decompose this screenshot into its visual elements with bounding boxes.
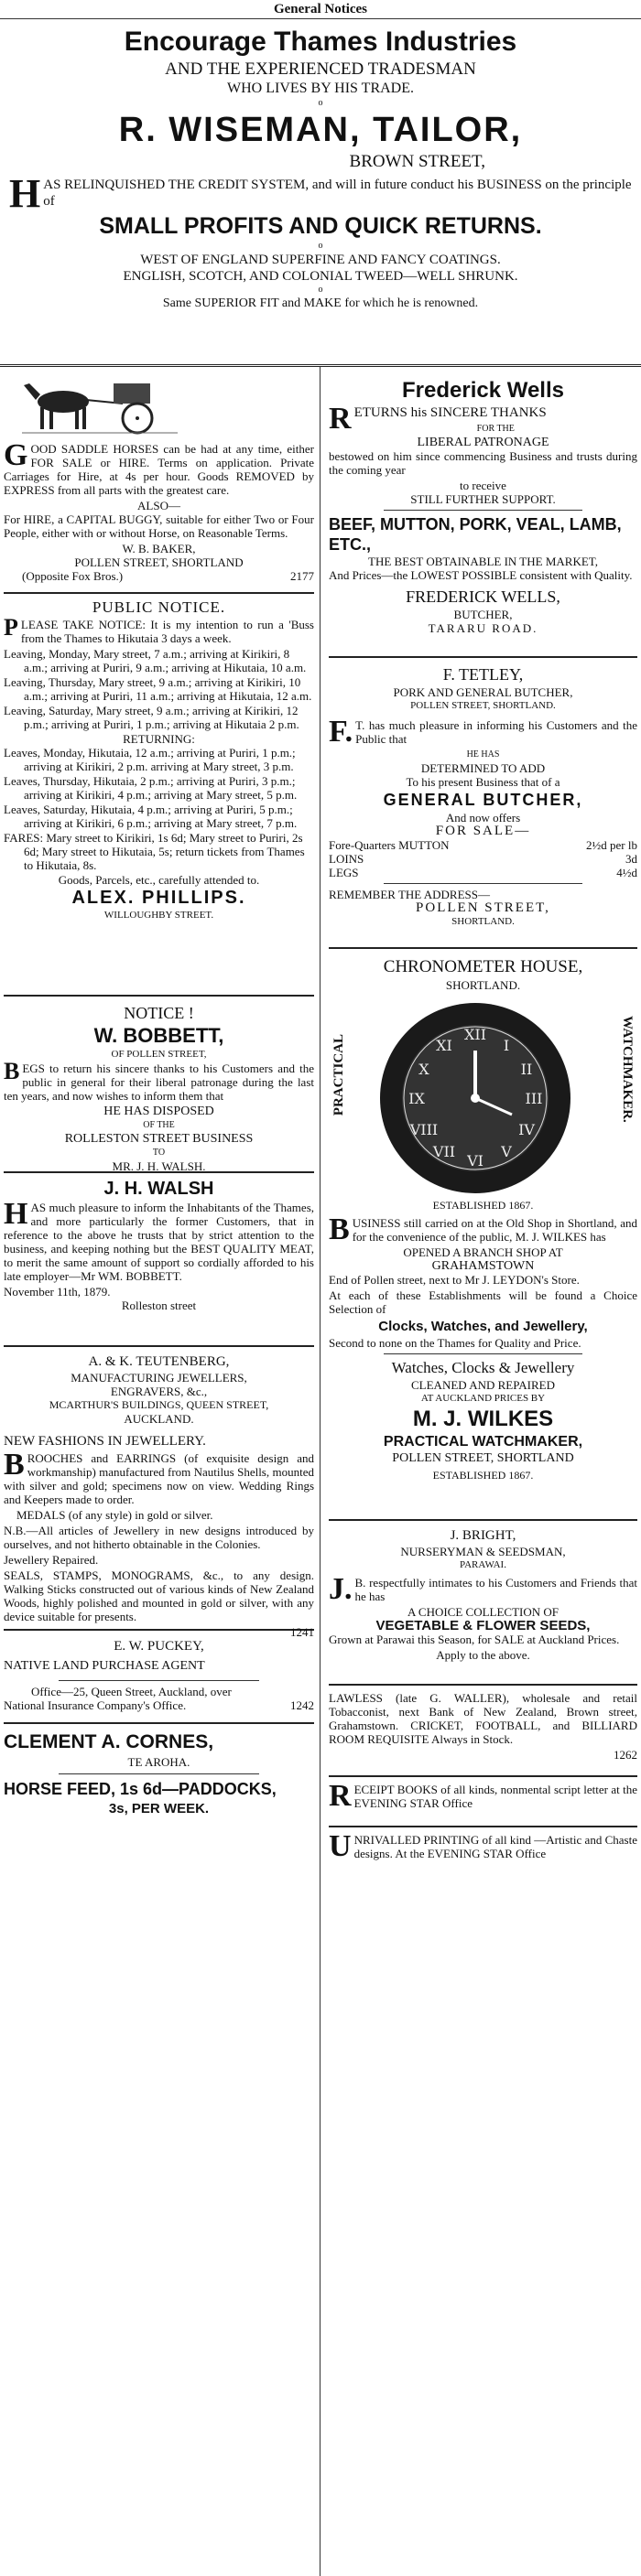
- section-header: General Notices: [0, 0, 641, 19]
- bobbett-l4: TO: [152, 1148, 166, 1158]
- teutenberg-p4: Jewellery Repaired.: [4, 1553, 99, 1567]
- wells-ad: [329, 367, 637, 658]
- price-value: 4½d: [616, 866, 637, 879]
- svg-text:V: V: [501, 1143, 512, 1160]
- clock-illustration-area: [329, 997, 637, 1199]
- walsh-body-text: AS much pleasure to inform the Inhabitants of the Thames, and more particularly the former Customers, that in reference to the above he trusts that by strict attention to the business, and keeping nothing but the BEST QUALITY MEAT, to merit the same amount of support so cordially afforded to his late employer—Mr WM. BOBBETT.: [4, 1201, 314, 1283]
- wiseman-name: R. WISEMAN, TAILOR,: [118, 111, 523, 149]
- tetley-name: F. TETLEY,: [442, 665, 524, 684]
- baker-opp-row: [4, 569, 314, 583]
- tetley-forsale: FOR SALE—: [435, 824, 531, 838]
- wilkes-title: CHRONOMETER HOUSE,: [383, 957, 583, 976]
- wells-name: Frederick Wells: [402, 378, 564, 403]
- phillips-fares: FARES: Mary street to Kirikiri, 1s 6d; Mary street to Puriri, 2s 6d; Mary street to Hikutaia, 5s; return tickets from Thames to Hikutaia, 8s.: [4, 831, 305, 872]
- lawless-body: LAWLESS (late G. WALLER), wholesale and retail Tobacconist, next Bank of New Zealand, Brown street, Grahamstown. CRICKET, FOOTBALL, and BILLIARD ROOM REQUISITE Always in Stock.: [329, 1691, 637, 1746]
- left-column: [0, 367, 320, 2576]
- wiseman-subhead-2: WHO LIVES BY HIS TRADE.: [227, 81, 414, 96]
- phillips-street: WILLOUGHBY STREET.: [103, 910, 214, 921]
- baker-p2: For HIRE, a CAPITAL BUGGY, suitable for either Two or Four People, either with or without Horse, on Reasonable Terms.: [4, 512, 314, 540]
- puckey-title: NATIVE LAND PURCHASE AGENT: [4, 1659, 205, 1673]
- wilkes-repair2: CLEANED AND REPAIRED: [411, 1378, 555, 1392]
- baker-p1-text: OOD SADDLE HORSES can be had at any time, either FOR SALE or HIRE. Terms on application. Private Carriages for Hire, at 4s per hour. Goods REMOVED by EXPRESS from all parts with the greatest care.: [4, 442, 314, 497]
- wiseman-ad: [0, 19, 641, 367]
- phillips-ad: [4, 594, 314, 997]
- wiseman-street: BROWN STREET,: [349, 152, 485, 171]
- wilkes-name: M. J. WILKES: [412, 1407, 554, 1431]
- teutenberg-ad: [4, 1347, 314, 1639]
- puckey-national: National Insurance Company's Office.: [4, 1698, 187, 1712]
- bobbett-l3: ROLLESTON STREET BUSINESS: [64, 1132, 254, 1146]
- bright-ad: [329, 1521, 637, 1686]
- bobbett-l1: HE HAS DISPOSED: [103, 1105, 214, 1118]
- wiseman-body-text: AS RELINQUISHED THE CREDIT SYSTEM, and will in future conduct his BUSINESS on the principle of: [43, 178, 632, 209]
- tetley-town: SHORTLAND.: [451, 916, 515, 927]
- wilkes-practical: PRACTICAL WATCHMAKER,: [383, 1434, 583, 1450]
- svg-text:VI: VI: [467, 1152, 483, 1169]
- bobbett-body-text: EGS to return his sincere thanks to his Customers and the public in general for their liberal patronage during the last ten years, and now wishes to inform them that: [4, 1062, 314, 1103]
- wiseman-tweed: ENGLISH, SCOTCH, AND COLONIAL TWEED—WELL SHRUNK.: [123, 269, 518, 284]
- cornes-ad: [4, 1724, 314, 1830]
- bobbett-l2: OF THE: [143, 1120, 175, 1130]
- ad-number: 1262: [614, 1748, 637, 1762]
- price-item: LOINS: [329, 852, 364, 866]
- lawless-ad: [329, 1686, 637, 1777]
- wilkes-pollen: POLLEN STREET, SHORTLAND: [392, 1451, 574, 1465]
- wilkes-p2: End of Pollen street, next to Mr J. LEYDON's Store.: [329, 1273, 580, 1287]
- wiseman-subhead: AND THE EXPERIENCED TRADESMAN: [165, 59, 476, 79]
- bobbett-of: OF POLLEN STREET,: [111, 1049, 207, 1060]
- ad-number: 2177: [290, 569, 314, 583]
- ornament: o: [318, 98, 323, 108]
- wells-name2: FREDERICK WELLS,: [406, 587, 560, 606]
- bright-choice: A CHOICE COLLECTION OF: [407, 1605, 560, 1619]
- tetley-body: [329, 715, 637, 749]
- wells-l4: bestowed on him since commencing Business and trusts during the coming year: [329, 449, 637, 477]
- bright-l2: NURSERYMAN & SEEDSMAN,: [400, 1545, 566, 1558]
- teutenberg-l4: MCARTHUR'S BUILDINGS, QUEEN STREET,: [49, 1398, 269, 1411]
- svg-text:I: I: [503, 1037, 510, 1054]
- receipt-body-text: ECEIPT BOOKS of all kinds, nonmental script letter at the EVENING STAR Office: [353, 1783, 637, 1810]
- teutenberg-p5: SEALS, STAMPS, MONOGRAMS, &c., to any design. Walking Sticks constructed out of various kinds of New Zealand Woods, highly polished and mounted in gold or silver, with any device suitable for presents.: [4, 1568, 314, 1623]
- svg-text:VIII: VIII: [409, 1121, 439, 1138]
- cornes-place: TE AROHA.: [127, 1755, 190, 1769]
- ornament: o: [318, 285, 323, 295]
- tetley-ad: [329, 658, 637, 949]
- schedule-ret-0: Leaves, Monday, Hikutaia, 12 a.m.; arriving at Puriri, 1 p.m.; arriving at Kirikiri, 2 p.m. arriving at Mary street, 3 p.m.: [4, 746, 296, 773]
- wells-l1: ETURNS his SINCERE THANKS: [353, 405, 547, 420]
- tetley-determined: DETERMINED TO ADD: [420, 761, 546, 775]
- divider: [59, 1773, 259, 1774]
- dropcap: H: [9, 171, 41, 216]
- puckey-ad: [4, 1631, 314, 1724]
- wilkes-p1: [329, 1213, 637, 1246]
- phillips-intro-text: LEASE TAKE NOTICE: It is my intention to run a 'Buss from the Thames to Hikutaia 3 days a week.: [20, 618, 314, 645]
- schedule-ret-2: Leaves, Saturday, Hikutaia, 4 p.m.; arriving at Puriri, 5 p.m.; arriving at Kirikiri, 6 p.m.; arriving at Mary street, 7 p.m.: [4, 803, 298, 830]
- wilkes-p1-text: USINESS still carried on at the Old Shop in Shortland, and for the convenience of the public, M. J. WILKES has: [352, 1216, 637, 1244]
- tetley-body-text: T. has much pleasure in informing his Customers and the Public that: [355, 718, 637, 746]
- tetley-l3: POLLEN STREET, SHORTLAND.: [410, 700, 556, 711]
- bobbett-body: [4, 1058, 314, 1103]
- walsh-ad: [4, 1173, 314, 1347]
- ad-number: 1242: [290, 1698, 314, 1712]
- teutenberg-name: A. & K. TEUTENBERG,: [88, 1354, 230, 1369]
- bright-body: [329, 1572, 637, 1606]
- dropcap: U: [329, 1829, 352, 1863]
- walsh-street: Rolleston street: [121, 1299, 197, 1312]
- dropcap: G: [4, 438, 28, 472]
- tetley-l2: PORK AND GENERAL BUTCHER,: [393, 685, 573, 699]
- svg-text:IV: IV: [518, 1121, 535, 1138]
- horse-buggy-illustration: [22, 372, 178, 437]
- teutenberg-l2: MANUFACTURING JEWELLERS,: [71, 1371, 247, 1385]
- wilkes-est2: ESTABLISHED 1867.: [432, 1469, 534, 1482]
- baker-opposite: (Opposite Fox Bros.): [22, 569, 124, 583]
- wells-prices: And Prices—the LOWEST POSSIBLE consistent with Quality.: [329, 568, 633, 582]
- walsh-name: J. H. WALSH: [103, 1179, 214, 1199]
- wilkes-opened: OPENED A BRANCH SHOP AT: [403, 1245, 563, 1259]
- tetley-general: GENERAL BUTCHER,: [383, 791, 583, 809]
- svg-text:XII: XII: [463, 1026, 487, 1043]
- cornes-feed: HORSE FEED, 1s 6d—PADDOCKS,: [4, 1780, 277, 1798]
- dropcap: P: [4, 614, 18, 641]
- bobbett-name: W. BOBBETT,: [93, 1024, 224, 1047]
- teutenberg-p1: [4, 1448, 314, 1506]
- price-item: Fore-Quarters MUTTON: [329, 838, 450, 852]
- wells-l3: LIBERAL PATRONAGE: [417, 436, 549, 449]
- tetley-offers: And now offers: [445, 811, 521, 825]
- puckey-national-row: [4, 1698, 314, 1712]
- wells-best: THE BEST OBTAINABLE IN THE MARKET,: [368, 555, 598, 568]
- side-label-left: PRACTICAL: [331, 1034, 346, 1116]
- bobbett-l5: MR. J. H. WALSH.: [112, 1159, 206, 1173]
- bright-body-text: B. respectfully intimates to his Customers and Friends that he has: [354, 1576, 637, 1603]
- tetley-hehas: HE HAS: [466, 749, 500, 760]
- phillips-title: PUBLIC NOTICE.: [92, 598, 226, 616]
- cornes-week: 3s, PER WEEK.: [108, 1801, 210, 1816]
- wiseman-coatings: WEST OF ENGLAND SUPERFINE AND FANCY COATINGS.: [140, 253, 501, 267]
- printing-body-text: NRIVALLED PRINTING of all kind —Artistic and Chaste designs. At the EVENING STAR Office: [353, 1833, 637, 1860]
- svg-text:XI: XI: [436, 1037, 452, 1054]
- svg-text:III: III: [525, 1090, 543, 1107]
- wells-meats: BEEF, MUTTON, PORK, VEAL, LAMB, ETC.,: [329, 515, 622, 554]
- wiseman-slogan: SMALL PROFITS AND QUICK RETURNS.: [99, 213, 542, 239]
- baker-also: ALSO—: [137, 499, 180, 512]
- bright-apply: Apply to the above.: [436, 1648, 530, 1662]
- wells-l2: FOR THE: [476, 424, 515, 434]
- price-row: [329, 866, 637, 879]
- wells-butcher: BUTCHER,: [453, 608, 513, 621]
- dropcap: B: [4, 1448, 25, 1482]
- dropcap: H: [4, 1197, 28, 1231]
- dropcap: B: [329, 1213, 350, 1246]
- right-column: [321, 367, 641, 2576]
- puckey-office: Office—25, Queen Street, Auckland, over: [31, 1685, 232, 1698]
- baker-ad: [4, 367, 314, 594]
- wilkes-est: ESTABLISHED 1867.: [432, 1199, 534, 1212]
- dropcap: F.: [329, 715, 353, 749]
- wilkes-town: SHORTLAND.: [445, 978, 521, 992]
- dropcap: B: [4, 1058, 20, 1084]
- phillips-name: ALEX. PHILLIPS.: [71, 888, 246, 908]
- receipt-ad: [329, 1777, 637, 1827]
- dropcap: R: [329, 402, 352, 436]
- teutenberg-p2: MEDALS (of any style) in gold or silver.: [16, 1508, 213, 1522]
- phillips-goods: Goods, Parcels, etc., carefully attended to.: [58, 873, 260, 887]
- clock-face-icon: [375, 997, 576, 1199]
- wilkes-ad: [329, 949, 637, 1521]
- bright-grown: Grown at Parawai this Season, for SALE at Auckland Prices.: [329, 1633, 620, 1646]
- baker-address: POLLEN STREET, SHORTLAND: [74, 555, 244, 569]
- notice-title: NOTICE !: [124, 1004, 194, 1022]
- baker-name: W. B. BAKER,: [122, 542, 196, 555]
- puckey-name: E. W. PUCKEY,: [114, 1639, 204, 1654]
- phillips-intro: [4, 614, 314, 645]
- svg-text:X: X: [418, 1061, 429, 1078]
- price-value: 2½d per lb: [586, 838, 637, 852]
- teutenberg-l3: ENGRAVERS, &c.,: [110, 1385, 208, 1398]
- price-item: LEGS: [329, 866, 359, 879]
- price-row: [329, 838, 637, 852]
- bobbett-ad: [4, 997, 314, 1173]
- tetley-street: POLLEN STREET,: [416, 900, 550, 915]
- wiseman-fit: Same SUPERIOR FIT and MAKE for which he is renowned.: [162, 296, 479, 310]
- price-value: 3d: [625, 852, 637, 866]
- teutenberg-p1-text: ROOCHES and EARRINGS (of exquisite design and workmanship) manufactured from Nautilus Shells, mounted with silver and gold; specimens now on view. Wedding Rings and Keepers made to order.: [4, 1451, 314, 1506]
- price-row: [329, 852, 637, 866]
- side-label-right: WATCHMAKER.: [620, 1016, 635, 1123]
- printing-body: [329, 1829, 637, 1863]
- bright-seeds: VEGETABLE & FLOWER SEEDS,: [375, 1618, 591, 1633]
- bright-name: J. BRIGHT,: [450, 1528, 516, 1543]
- baker-p1: [4, 438, 314, 497]
- wilkes-p4: Second to none on the Thames for Quality and Price.: [329, 1336, 581, 1350]
- schedule-out-1: Leaving, Thursday, Mary street, 9 a.m.; arriving at Kirikiri, 10 a.m.; arriving at Puriri, 11 a.m.; arriving at Hikutaia, 12 a.m.: [4, 675, 312, 703]
- teutenberg-head: NEW FASHIONS IN JEWELLERY.: [4, 1434, 206, 1449]
- bright-l3: PARAWAI.: [460, 1559, 506, 1570]
- schedule-out-2: Leaving, Saturday, Mary street, 9 a.m.; arriving at Kirikiri, 12 p.m.; arriving at Puriri, 1 p.m.; arriving at Hikutaia 2 p.m.: [4, 704, 299, 731]
- walsh-date: November 11th, 1879.: [4, 1285, 111, 1299]
- wilkes-clocks: Clocks, Watches, and Jewellery,: [378, 1319, 588, 1334]
- cornes-name: CLEMENT A. CORNES,: [4, 1731, 214, 1752]
- divider: [384, 1353, 582, 1354]
- printing-ad: [329, 1827, 637, 1888]
- schedule-ret-1: Leaves, Thursday, Hikutaia, 2 p.m.; arriving at Puriri, 3 p.m.; arriving at Kirikiri, 4 p.m.; arriving at Mary street, 5 p.m.: [4, 774, 298, 802]
- dropcap: J.: [329, 1572, 353, 1606]
- teutenberg-p3: N.B.—All articles of Jewellery in new designs introduced by ourselves, and not hitherto obtainable in the Colonies.: [4, 1524, 314, 1551]
- divider: [384, 883, 582, 884]
- wilkes-repair1: Watches, Clocks & Jewellery: [391, 1359, 575, 1376]
- svg-text:IX: IX: [408, 1090, 425, 1107]
- wilkes-grahamstown: GRAHAMSTOWN: [431, 1259, 535, 1273]
- teutenberg-l5: AUCKLAND.: [124, 1412, 194, 1426]
- wells-l6: STILL FURTHER SUPPORT.: [410, 492, 556, 506]
- wilkes-repair3: AT AUCKLAND PRICES BY: [420, 1393, 546, 1404]
- divider: [59, 1680, 259, 1681]
- walsh-body: [4, 1197, 314, 1283]
- divider: [384, 510, 582, 511]
- returning-label: RETURNING:: [123, 732, 195, 746]
- tetley-remember: REMEMBER THE ADDRESS—: [329, 888, 491, 901]
- tetley-topresent: To his present Business that of a: [406, 775, 560, 789]
- wells-road: TARARU ROAD.: [428, 621, 538, 635]
- schedule-out-0: Leaving, Monday, Mary street, 7 a.m.; arriving at Kirikiri, 8 a.m.; arriving at Puriri, 9 a.m.; arriving at Hikutaia, 10 a.m.: [4, 647, 307, 674]
- svg-text:VII: VII: [432, 1143, 456, 1160]
- columns: [0, 367, 641, 2576]
- wiseman-body: [9, 171, 632, 216]
- ornament: o: [318, 241, 323, 251]
- receipt-body: [329, 1779, 637, 1813]
- ad-number: 1241: [290, 1625, 314, 1639]
- svg-text:II: II: [520, 1061, 533, 1078]
- wilkes-p3: At each of these Establishments will be found a Choice Selection of: [329, 1288, 637, 1316]
- dropcap: R: [329, 1779, 352, 1813]
- wells-l5: to receive: [460, 479, 506, 492]
- wiseman-headline: Encourage Thames Industries: [124, 27, 517, 57]
